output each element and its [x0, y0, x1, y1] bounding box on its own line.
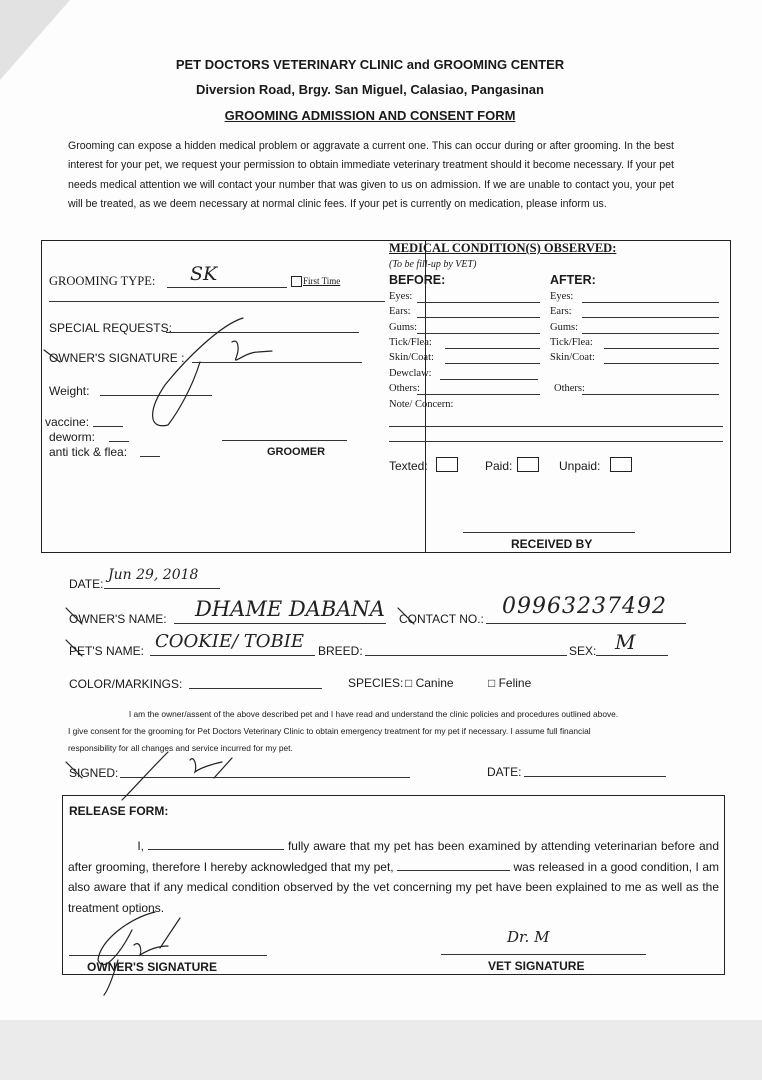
pet-name-value: COOKIE/ TOBIE — [155, 631, 305, 652]
after-item-field[interactable] — [604, 348, 719, 349]
special-requests-label: SPECIAL REQUESTS: — [49, 321, 172, 335]
before-item-label: Others: — [389, 382, 420, 394]
release-title: RELEASE FORM: — [69, 804, 169, 818]
release-name-field[interactable] — [148, 838, 284, 850]
after-item-label: Gums: — [550, 321, 579, 333]
weight-label: Weight: — [49, 384, 90, 398]
received-by-line[interactable] — [463, 532, 635, 533]
release-text-1: fully aware that my pet has been examined by attending veterinarian before and after grooming, therefore I hereby acknowledged that my pet, — [68, 839, 719, 874]
after-item-field[interactable] — [604, 363, 719, 364]
after-item-label: Ears: — [550, 306, 572, 318]
release-owner-signature-line[interactable] — [69, 955, 267, 956]
species-label: SPECIES: — [348, 676, 404, 690]
contact-field[interactable] — [486, 623, 686, 624]
vet-signature-line[interactable] — [441, 954, 646, 955]
release-text-2: was released in a good condition, I am also aware that if any medical condition observed by the vet concerning my pet have been explained to me as well as the treatment options. — [68, 859, 719, 915]
release-owner-signature-label: OWNER'S SIGNATURE — [87, 960, 217, 974]
paid-checkbox[interactable] — [517, 457, 539, 472]
signed-label: SIGNED: — [69, 766, 119, 780]
before-item-field[interactable] — [417, 317, 540, 318]
texted-label: Texted: — [389, 459, 428, 473]
date-label: DATE: — [69, 577, 104, 591]
grooming-type-extra-line[interactable] — [49, 301, 385, 302]
paid-label: Paid: — [485, 459, 513, 473]
color-markings-label: COLOR/MARKINGS: — [69, 677, 183, 691]
vet-initials: Dr. M — [507, 928, 550, 946]
after-item-field[interactable] — [582, 333, 719, 334]
date-value: Jun 29, 2018 — [108, 567, 199, 583]
release-paragraph — [68, 836, 719, 918]
before-item-label: Ears: — [389, 306, 411, 318]
special-requests-field[interactable] — [166, 332, 359, 333]
vaccine-label: vaccine: — [45, 415, 90, 429]
note-line-2[interactable] — [389, 441, 723, 442]
note-line-1[interactable] — [389, 426, 723, 427]
received-by-label: RECEIVED BY — [511, 537, 593, 551]
pet-name-label: PET'S NAME: — [69, 644, 144, 658]
consent-line-3: responsibility for all changes and service incurred for my pet. — [68, 743, 293, 753]
contact-value: 09963237492 — [502, 594, 667, 619]
after-item-label: Others: — [554, 382, 585, 394]
consent-paragraph — [68, 706, 679, 757]
canine-option[interactable]: □ Canine — [405, 676, 454, 690]
consent-date-field[interactable] — [524, 776, 666, 777]
before-item-field[interactable] — [417, 333, 540, 334]
deworm-label: deworm: — [49, 430, 96, 444]
before-item-label: Tick/Flea: — [389, 336, 432, 348]
release-i: I, — [137, 839, 144, 853]
sex-label: SEX: — [569, 644, 597, 658]
medical-subtitle: (To be fill-up by VET) — [389, 259, 477, 270]
before-item-label: Eyes: — [389, 291, 413, 302]
owner-name-value: DHAME DABANA — [195, 597, 385, 621]
pet-name-field[interactable] — [150, 655, 315, 656]
color-markings-field[interactable] — [189, 688, 322, 689]
unpaid-label: Unpaid: — [559, 459, 601, 473]
sex-field[interactable] — [596, 655, 668, 656]
clinic-address: Diversion Road, Brgy. San Miguel, Calasiao, Pangasinan — [196, 82, 544, 97]
after-item-field[interactable] — [582, 394, 719, 395]
anti-tick-field[interactable] — [140, 456, 160, 457]
before-item-field[interactable] — [417, 394, 540, 395]
weight-field[interactable] — [100, 395, 212, 396]
before-item-label: Gums: — [389, 321, 418, 333]
owner-signature-label: OWNER'S SIGNATURE : — [49, 351, 185, 365]
vaccine-field[interactable] — [93, 426, 123, 427]
owner-name-label: OWNER'S NAME: — [69, 612, 167, 626]
before-item-field[interactable] — [440, 379, 538, 380]
note-concern-label: Note/ Concern: — [389, 399, 454, 410]
before-label: BEFORE: — [389, 273, 446, 287]
after-item-field[interactable] — [582, 302, 719, 303]
form-title: GROOMING ADMISSION AND CONSENT FORM — [224, 108, 516, 123]
breed-label: BREED: — [318, 644, 363, 658]
unpaid-checkbox[interactable] — [610, 457, 632, 472]
grooming-medical-box — [41, 240, 731, 553]
grooming-type-label: GROOMING TYPE: — [49, 274, 156, 288]
deworm-field[interactable] — [109, 441, 129, 442]
intro-paragraph: Grooming can expose a hidden medical problem or aggravate a current one. This can occur during or after grooming. In the best interest for your pet, we request your permission to obtain immediate veterinary treatment should it become necessary. If your pet needs medical attention we will contact your number that was given to us on admission. If we are unable to contact you, your pet will be treated, as we deem necessary at normal clinic fees. If your pet is currently on medication, please inform us. — [68, 140, 674, 210]
anti-tick-label: anti tick & flea: — [49, 445, 128, 459]
before-item-field[interactable] — [417, 302, 540, 303]
after-item-label: Tick/Flea: — [550, 336, 593, 348]
owner-signature-field[interactable] — [192, 362, 362, 363]
after-item-label: Skin/Coat: — [550, 352, 595, 364]
before-item-label: Dewclaw: — [389, 367, 432, 379]
date-field[interactable] — [104, 588, 220, 589]
box-divider — [425, 241, 426, 552]
consent-date-label: DATE: — [487, 765, 522, 779]
grooming-type-field[interactable] — [167, 287, 287, 288]
contact-label: CONTACT NO.: — [399, 612, 484, 626]
consent-line-1: I am the owner/assent of the above described pet and I have read and understand the clinic policies and procedures outlined above. — [128, 709, 619, 719]
owner-name-field[interactable] — [174, 623, 386, 624]
groomer-signature-line[interactable] — [222, 440, 347, 441]
texted-checkbox[interactable] — [436, 457, 458, 472]
sex-value: M — [615, 630, 636, 654]
medical-title: MEDICAL CONDITION(S) OBSERVED: — [389, 241, 617, 255]
before-item-field[interactable] — [445, 348, 540, 349]
consent-line-2: I give consent for the grooming for Pet Doctors Veterinary Clinic to obtain emergency treatment for my pet if necessary. I assume full financial — [68, 726, 591, 736]
after-label: AFTER: — [550, 273, 596, 287]
breed-field[interactable] — [365, 655, 567, 656]
first-time-checkbox[interactable] — [291, 276, 302, 287]
release-pet-field[interactable] — [397, 859, 510, 871]
groomer-label: GROOMER — [267, 446, 326, 458]
grooming-type-value: SK — [190, 263, 218, 285]
after-item-field[interactable] — [582, 317, 719, 318]
vet-signature-label: VET SIGNATURE — [488, 959, 585, 973]
clinic-name: PET DOCTORS VETERINARY CLINIC and GROOMING CENTER — [175, 57, 565, 72]
first-time-label: First Time — [303, 276, 341, 286]
signed-field[interactable] — [120, 777, 410, 778]
before-item-field[interactable] — [445, 363, 540, 364]
before-item-label: Skin/Coat: — [389, 352, 434, 364]
feline-option[interactable]: □ Feline — [488, 676, 532, 690]
after-item-label: Eyes: — [550, 291, 574, 302]
